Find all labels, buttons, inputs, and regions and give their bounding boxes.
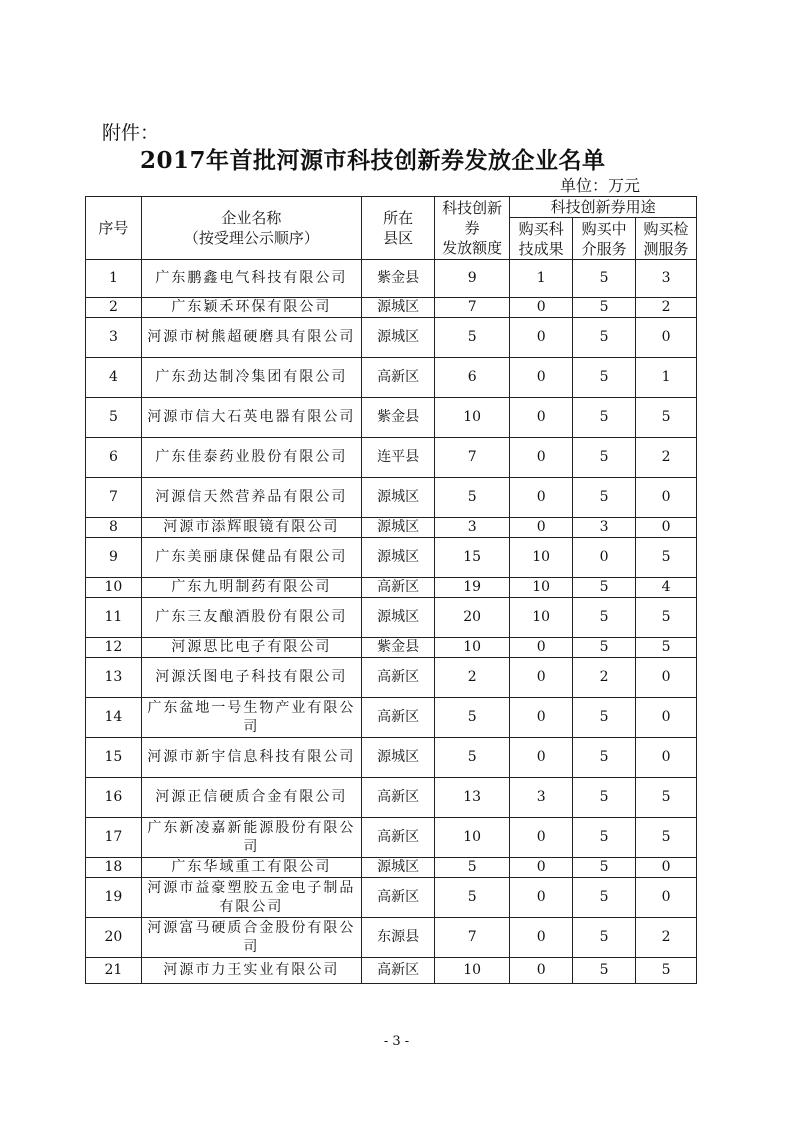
cell-enterprise-name: 河源思比电子有限公司 <box>141 638 361 658</box>
cell-usage-testing: 0 <box>636 698 697 738</box>
header-usage-agency-line2: 介服务 <box>581 239 627 258</box>
cell-seq: 4 <box>86 358 142 398</box>
cell-usage-agency: 5 <box>573 918 636 958</box>
cell-county: 高新区 <box>362 958 435 984</box>
cell-county: 源城区 <box>362 858 435 878</box>
cell-amount: 10 <box>435 638 510 658</box>
cell-county: 源城区 <box>362 318 435 358</box>
cell-usage-tech: 1 <box>510 260 573 298</box>
cell-usage-testing: 0 <box>636 858 697 878</box>
cell-enterprise-name: 广东劲达制冷集团有限公司 <box>141 358 361 398</box>
cell-usage-testing: 0 <box>636 478 697 518</box>
header-usage-testing <box>636 218 697 260</box>
table-row <box>86 538 697 578</box>
cell-usage-tech: 0 <box>510 878 573 918</box>
header-amount <box>435 197 510 260</box>
cell-usage-tech: 0 <box>510 918 573 958</box>
header-county <box>362 197 435 260</box>
cell-usage-agency: 5 <box>573 398 636 438</box>
table-row <box>86 598 697 638</box>
cell-usage-agency: 5 <box>573 738 636 778</box>
cell-enterprise-name: 河源市新宇信息科技有限公司 <box>141 738 361 778</box>
header-county-line2: 县区 <box>383 229 414 247</box>
cell-usage-agency: 2 <box>573 658 636 698</box>
cell-usage-tech: 0 <box>510 298 573 318</box>
header-amount-line2: 发放额度 <box>442 239 503 257</box>
cell-seq: 1 <box>86 260 142 298</box>
cell-amount: 5 <box>435 478 510 518</box>
cell-usage-agency: 5 <box>573 818 636 858</box>
cell-seq: 5 <box>86 398 142 438</box>
table-row <box>86 438 697 478</box>
page-number: - 3 - <box>383 1034 410 1049</box>
header-county-line1: 所在 <box>383 209 414 227</box>
table-row <box>86 578 697 598</box>
cell-county: 紫金县 <box>362 398 435 438</box>
enterprise-table-body <box>86 260 697 984</box>
table-row <box>86 318 697 358</box>
cell-usage-agency: 5 <box>573 638 636 658</box>
cell-county: 高新区 <box>362 358 435 398</box>
cell-amount: 7 <box>435 438 510 478</box>
cell-seq: 9 <box>86 538 142 578</box>
header-seq: 序号 <box>86 197 142 260</box>
enterprise-table <box>85 196 697 984</box>
cell-usage-tech: 0 <box>510 958 573 984</box>
cell-county: 连平县 <box>362 438 435 478</box>
cell-amount: 13 <box>435 778 510 818</box>
cell-usage-tech: 0 <box>510 858 573 878</box>
cell-enterprise-name: 广东新凌嘉新能源股份有限公司 <box>141 818 361 858</box>
cell-county: 紫金县 <box>362 260 435 298</box>
cell-usage-agency: 3 <box>573 518 636 538</box>
cell-usage-tech: 10 <box>510 598 573 638</box>
cell-usage-agency: 5 <box>573 298 636 318</box>
cell-enterprise-name: 河源富马硬质合金股份有限公司 <box>141 918 361 958</box>
cell-enterprise-name: 河源市益豪塑胶五金电子制品有限公司 <box>141 878 361 918</box>
table-row <box>86 698 697 738</box>
cell-seq: 19 <box>86 878 142 918</box>
cell-usage-tech: 0 <box>510 438 573 478</box>
cell-usage-agency: 5 <box>573 260 636 298</box>
attachment-label: 附件： <box>102 122 160 144</box>
cell-usage-tech: 0 <box>510 738 573 778</box>
cell-seq: 10 <box>86 578 142 598</box>
cell-seq: 12 <box>86 638 142 658</box>
table-row <box>86 918 697 958</box>
cell-county: 紫金县 <box>362 638 435 658</box>
table-row <box>86 858 697 878</box>
cell-seq: 6 <box>86 438 142 478</box>
cell-seq: 16 <box>86 778 142 818</box>
header-usage-tech <box>510 218 573 260</box>
document-title: 2017年首批河源市科技创新券发放企业名单 <box>140 147 606 174</box>
cell-county: 高新区 <box>362 818 435 858</box>
cell-usage-agency: 5 <box>573 598 636 638</box>
cell-enterprise-name: 广东鹏鑫电气科技有限公司 <box>141 260 361 298</box>
header-name-line1: 企业名称 <box>221 209 282 227</box>
cell-seq: 8 <box>86 518 142 538</box>
cell-county: 源城区 <box>362 518 435 538</box>
cell-enterprise-name: 河源沃图电子科技有限公司 <box>141 658 361 698</box>
cell-amount: 10 <box>435 818 510 858</box>
cell-enterprise-name: 河源信天然营养品有限公司 <box>141 478 361 518</box>
cell-usage-testing: 5 <box>636 638 697 658</box>
cell-enterprise-name: 广东九明制药有限公司 <box>141 578 361 598</box>
cell-seq: 15 <box>86 738 142 778</box>
cell-county: 东源县 <box>362 918 435 958</box>
cell-enterprise-name: 河源正信硬质合金有限公司 <box>141 778 361 818</box>
cell-usage-agency: 5 <box>573 858 636 878</box>
cell-amount: 5 <box>435 318 510 358</box>
cell-usage-testing: 2 <box>636 438 697 478</box>
cell-usage-agency: 5 <box>573 318 636 358</box>
cell-usage-agency: 5 <box>573 698 636 738</box>
cell-amount: 5 <box>435 878 510 918</box>
cell-usage-tech: 0 <box>510 398 573 438</box>
table-row <box>86 658 697 698</box>
header-amount-line1: 科技创新券 <box>442 199 503 237</box>
header-name <box>141 197 361 260</box>
cell-enterprise-name: 广东佳泰药业股份有限公司 <box>141 438 361 478</box>
cell-amount: 19 <box>435 578 510 598</box>
cell-usage-testing: 0 <box>636 878 697 918</box>
cell-county: 高新区 <box>362 658 435 698</box>
cell-amount: 5 <box>435 738 510 778</box>
cell-county: 源城区 <box>362 478 435 518</box>
cell-usage-agency: 0 <box>573 538 636 578</box>
header-usage-agency <box>573 218 636 260</box>
cell-seq: 3 <box>86 318 142 358</box>
header-usage-group: 科技创新券用途 <box>510 197 697 218</box>
cell-seq: 7 <box>86 478 142 518</box>
cell-usage-testing: 0 <box>636 518 697 538</box>
cell-amount: 5 <box>435 858 510 878</box>
table-row <box>86 878 697 918</box>
table-row <box>86 260 697 298</box>
cell-amount: 6 <box>435 358 510 398</box>
cell-usage-agency: 5 <box>573 478 636 518</box>
header-usage-testing-line1: 购买检 <box>643 219 689 238</box>
cell-county: 源城区 <box>362 538 435 578</box>
cell-usage-testing: 5 <box>636 958 697 984</box>
cell-usage-agency: 5 <box>573 438 636 478</box>
cell-usage-tech: 0 <box>510 478 573 518</box>
cell-usage-agency: 5 <box>573 958 636 984</box>
table-row <box>86 738 697 778</box>
cell-seq: 11 <box>86 598 142 638</box>
header-usage-testing-line2: 测服务 <box>643 239 689 258</box>
header-usage-agency-line1: 购买中 <box>581 219 627 238</box>
unit-label: 单位：万元 <box>560 176 641 195</box>
cell-amount: 15 <box>435 538 510 578</box>
cell-usage-tech: 10 <box>510 578 573 598</box>
cell-usage-tech: 0 <box>510 698 573 738</box>
cell-seq: 20 <box>86 918 142 958</box>
cell-enterprise-name: 广东三友酿酒股份有限公司 <box>141 598 361 638</box>
cell-enterprise-name: 广东盆地一号生物产业有限公司 <box>141 698 361 738</box>
cell-usage-testing: 0 <box>636 658 697 698</box>
cell-usage-tech: 0 <box>510 818 573 858</box>
cell-enterprise-name: 河源市力王实业有限公司 <box>141 958 361 984</box>
cell-enterprise-name: 河源市信大石英电器有限公司 <box>141 398 361 438</box>
table-row <box>86 398 697 438</box>
cell-usage-agency: 5 <box>573 358 636 398</box>
table-row <box>86 638 697 658</box>
cell-usage-testing: 5 <box>636 538 697 578</box>
cell-usage-testing: 2 <box>636 918 697 958</box>
cell-usage-agency: 5 <box>573 578 636 598</box>
cell-seq: 13 <box>86 658 142 698</box>
table-row <box>86 478 697 518</box>
cell-usage-testing: 0 <box>636 318 697 358</box>
cell-usage-testing: 4 <box>636 578 697 598</box>
cell-seq: 17 <box>86 818 142 858</box>
cell-enterprise-name: 广东美丽康保健品有限公司 <box>141 538 361 578</box>
cell-amount: 10 <box>435 398 510 438</box>
table-row <box>86 778 697 818</box>
cell-county: 源城区 <box>362 598 435 638</box>
cell-enterprise-name: 河源市添辉眼镜有限公司 <box>141 518 361 538</box>
cell-enterprise-name: 广东颖禾环保有限公司 <box>141 298 361 318</box>
cell-enterprise-name: 广东华域重工有限公司 <box>141 858 361 878</box>
cell-usage-testing: 1 <box>636 358 697 398</box>
table-row <box>86 818 697 858</box>
cell-amount: 9 <box>435 260 510 298</box>
cell-usage-testing: 3 <box>636 260 697 298</box>
cell-county: 高新区 <box>362 778 435 818</box>
cell-usage-tech: 0 <box>510 518 573 538</box>
header-name-line2: （按受理公示顺序） <box>183 229 319 247</box>
cell-usage-tech: 0 <box>510 658 573 698</box>
cell-amount: 3 <box>435 518 510 538</box>
cell-county: 源城区 <box>362 738 435 778</box>
table-row <box>86 958 697 984</box>
cell-amount: 10 <box>435 958 510 984</box>
header-usage-tech-line2: 技成果 <box>518 239 564 258</box>
table-row <box>86 298 697 318</box>
cell-usage-testing: 5 <box>636 778 697 818</box>
cell-county: 高新区 <box>362 578 435 598</box>
cell-usage-tech: 0 <box>510 358 573 398</box>
cell-usage-agency: 5 <box>573 878 636 918</box>
cell-seq: 21 <box>86 958 142 984</box>
cell-usage-agency: 5 <box>573 778 636 818</box>
cell-county: 高新区 <box>362 878 435 918</box>
cell-amount: 2 <box>435 658 510 698</box>
cell-seq: 18 <box>86 858 142 878</box>
cell-usage-tech: 3 <box>510 778 573 818</box>
cell-seq: 2 <box>86 298 142 318</box>
cell-enterprise-name: 河源市树熊超硬磨具有限公司 <box>141 318 361 358</box>
cell-amount: 20 <box>435 598 510 638</box>
header-usage-tech-line1: 购买科 <box>518 219 564 238</box>
cell-usage-tech: 10 <box>510 538 573 578</box>
cell-county: 高新区 <box>362 698 435 738</box>
cell-county: 源城区 <box>362 298 435 318</box>
cell-amount: 7 <box>435 918 510 958</box>
table-row <box>86 518 697 538</box>
cell-amount: 7 <box>435 298 510 318</box>
cell-usage-testing: 5 <box>636 398 697 438</box>
cell-usage-tech: 0 <box>510 318 573 358</box>
cell-usage-testing: 5 <box>636 818 697 858</box>
table-row <box>86 358 697 398</box>
cell-seq: 14 <box>86 698 142 738</box>
cell-usage-testing: 5 <box>636 598 697 638</box>
cell-usage-testing: 2 <box>636 298 697 318</box>
cell-amount: 5 <box>435 698 510 738</box>
cell-usage-testing: 0 <box>636 738 697 778</box>
cell-usage-tech: 0 <box>510 638 573 658</box>
